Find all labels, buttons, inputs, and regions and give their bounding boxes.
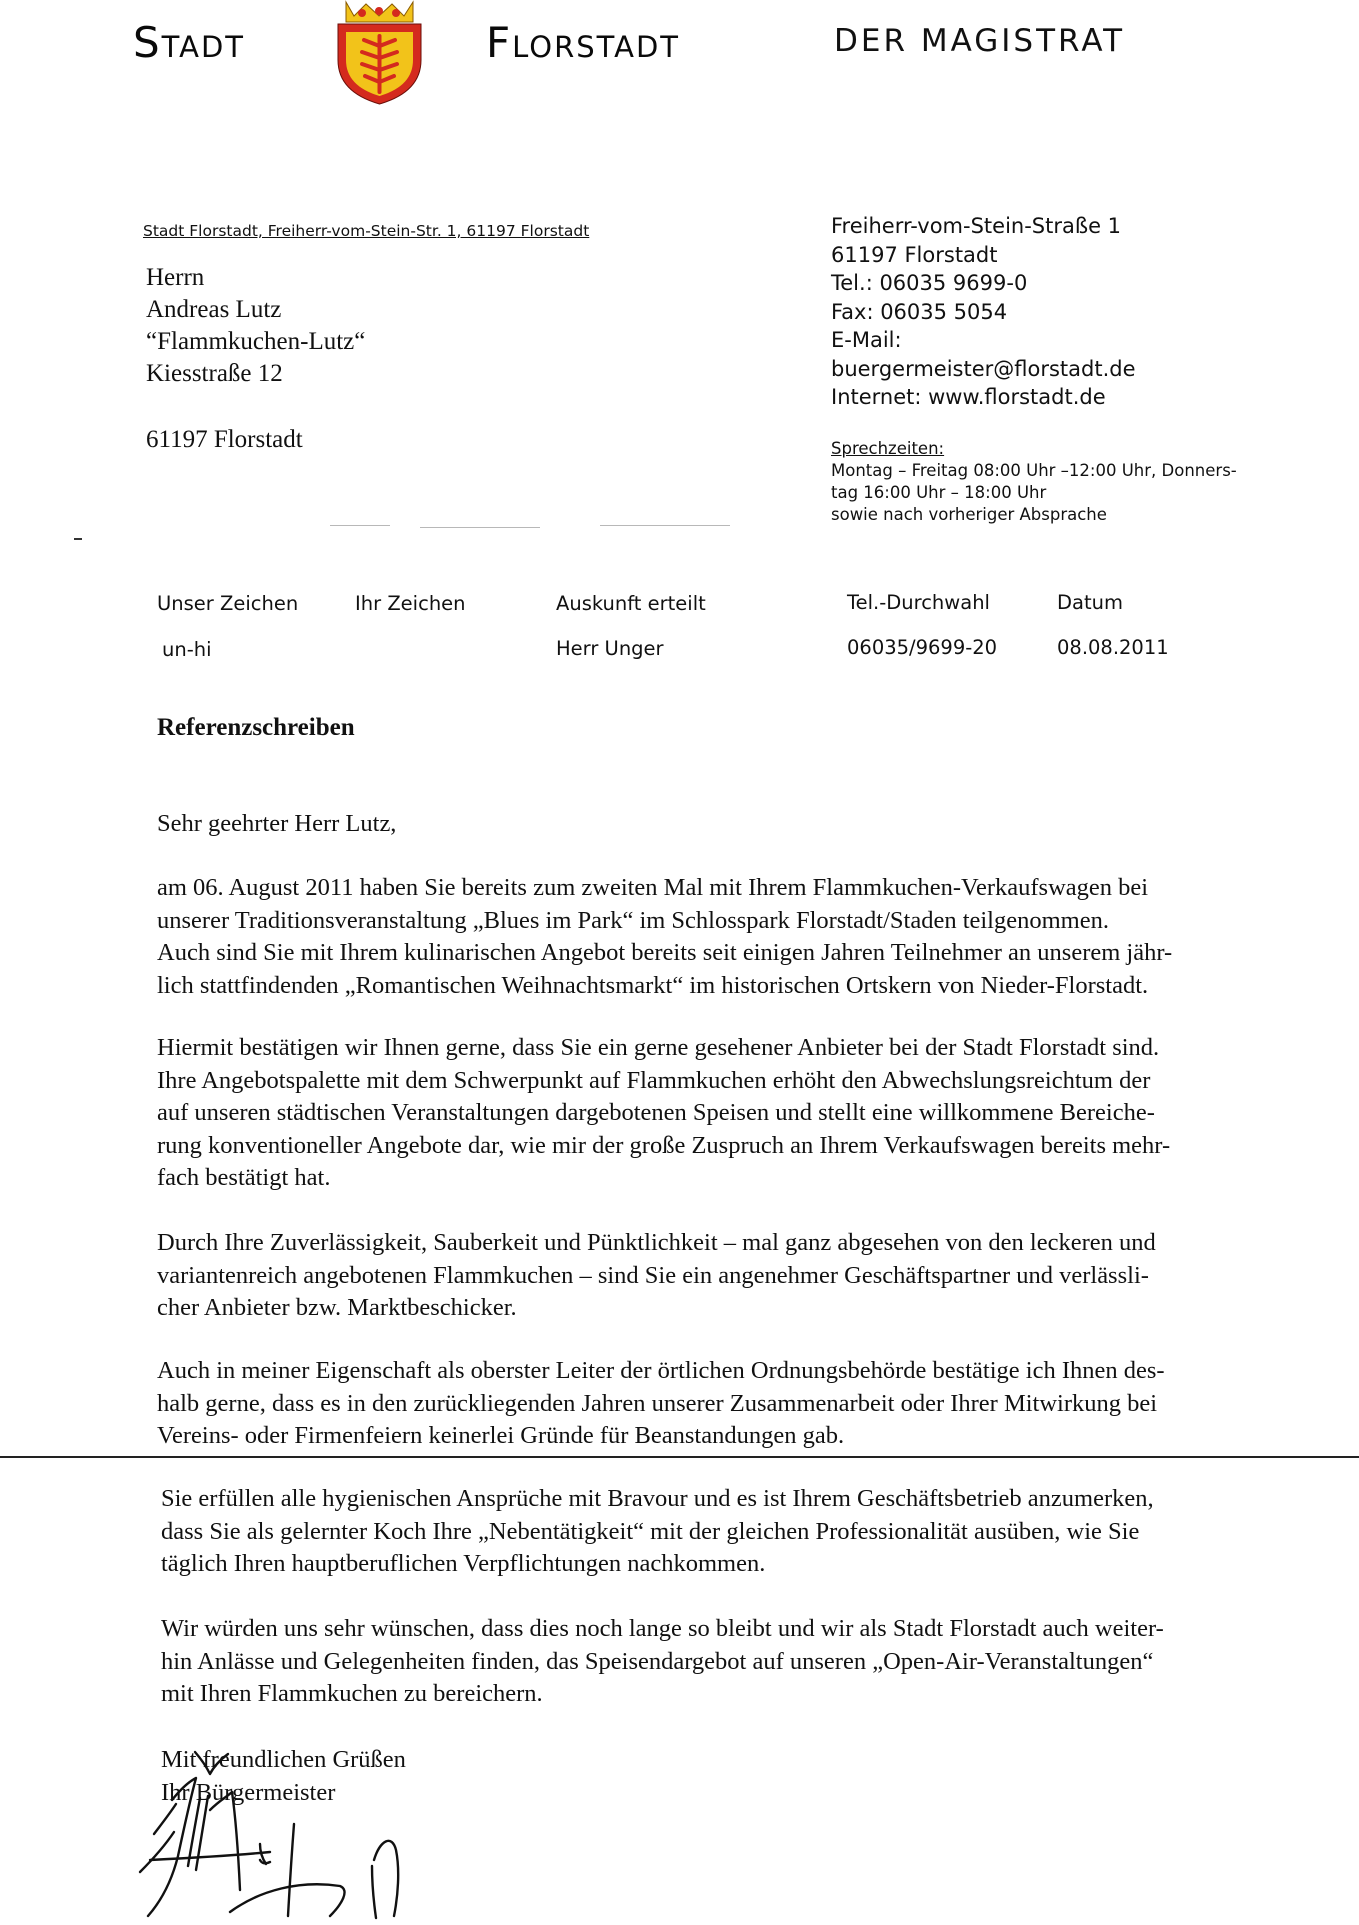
letter-paragraph <box>161 1483 1331 1581</box>
contact-internet: Internet: www.florstadt.de <box>831 385 1106 409</box>
paragraph-line: auf unseren städtischen Veranstaltungen dargebotenen Speisen und stellt eine willkommene Bereiche- <box>157 1099 1155 1127</box>
contact-email: buergermeister@florstadt.de <box>831 356 1136 381</box>
letter-salutation: Sehr geehrter Herr Lutz, <box>157 810 397 837</box>
recipient-address <box>146 262 365 390</box>
paragraph-line: Durch Ihre Zuverlässigkeit, Sauberkeit und Pünktlichkeit – mal ganz abgesehen von den leckeren und <box>157 1229 1156 1256</box>
contact-fax: Fax: 06035 5054 <box>831 299 1008 324</box>
paragraph-line: mit Ihren Flammkuchen zu bereichern. <box>161 1680 543 1708</box>
page-join-line <box>0 1456 1359 1458</box>
office-hours-line: Montag – Freitag 08:00 Uhr –12:00 Uhr, Donners- <box>831 461 1237 480</box>
scan-artifact-line <box>74 538 82 540</box>
ref-value-unser-zeichen: un-hi <box>162 638 212 661</box>
letter-paragraph <box>161 1613 1331 1711</box>
letter-subject: Referenzschreiben <box>157 714 355 741</box>
paragraph-line: cher Anbieter bzw. Marktbeschicker. <box>157 1294 517 1322</box>
ref-value-auskunft: Herr Unger <box>556 637 664 660</box>
office-hours-label: Sprechzeiten: <box>831 439 945 458</box>
scan-artifact-line <box>330 525 390 526</box>
office-hours <box>831 438 1237 526</box>
handwritten-signature <box>110 1740 440 1920</box>
paragraph-line: lich stattfindenden „Romantischen Weihnachtsmarkt“ im historischen Ortskern von Nieder-Florstadt. <box>157 971 1149 999</box>
paragraph-line: rung konventioneller Angebote dar, wie mir der große Zuspruch an Ihrem Verkaufswagen bereits mehr- <box>157 1131 1171 1159</box>
recipient-line: Kiesstraße 12 <box>146 360 283 387</box>
paragraph-line: halb gerne, dass es in den zurückliegenden Jahren unserer Zusammenarbeit oder Ihrer Mitwirkung bei <box>157 1389 1158 1417</box>
recipient-line: “Flammkuchen-Lutz“ <box>146 328 366 355</box>
paragraph-line: am 06. August 2011 haben Sie bereits zum zweiten Mal mit Ihrem Flammkuchen-Verkaufswagen bei <box>157 874 1149 901</box>
recipient-city: 61197 Florstadt <box>146 426 303 453</box>
contact-phone: Tel.: 06035 9699-0 <box>831 271 1028 295</box>
sender-return-line: Stadt Florstadt, Freiherr-vom-Stein-Str. 1, 61197 Florstadt <box>143 222 590 240</box>
paragraph-line: täglich Ihren hauptberuflichen Verpflichtungen nachkommen. <box>161 1550 766 1578</box>
paragraph-line: Vereins- oder Firmenfeiern keinerlei Gründe für Beanstandungen gab. <box>157 1422 845 1450</box>
ref-value-durchwahl: 06035/9699-20 <box>847 636 998 659</box>
paragraph-line: Auch in meiner Eigenschaft als oberster Leiter der örtlichen Ordnungsbehörde bestätige ich Ihnen des- <box>157 1357 1165 1384</box>
letter-paragraph <box>157 872 1327 1002</box>
ref-value-datum: 08.08.2011 <box>1057 636 1169 659</box>
paragraph-line: fach bestätigt hat. <box>157 1164 331 1192</box>
ref-header-auskunft: Auskunft erteilt <box>556 592 706 615</box>
closing-line: Ihr Bürgermeister <box>161 1778 336 1806</box>
paragraph-line: Sie erfüllen alle hygienischen Ansprüche mit Bravour und es ist Ihrem Geschäftsbetrieb anzumerken, <box>161 1485 1154 1512</box>
letter-paragraph <box>157 1227 1327 1325</box>
scan-artifact-line <box>420 527 540 528</box>
recipient-line: Herrn <box>146 264 205 291</box>
scan-artifact-line <box>600 525 730 526</box>
paragraph-line: dass Sie als gelernter Koch Ihre „Nebentätigkeit“ mit der gleichen Professionalität ausüben, wie Sie <box>161 1517 1140 1545</box>
paragraph-line: Hiermit bestätigen wir Ihnen gerne, dass Sie ein gerne gesehener Anbieter bei der Stadt Florstadt sind. <box>157 1034 1160 1061</box>
office-hours-line: tag 16:00 Uhr – 18:00 Uhr <box>831 483 1047 502</box>
ref-header-unser-zeichen: Unser Zeichen <box>157 592 299 615</box>
paragraph-line: Wir würden uns sehr wünschen, dass dies noch lange so bleibt und wir als Stadt Florstadt auch weiter- <box>161 1615 1164 1642</box>
ref-header-datum: Datum <box>1057 591 1123 614</box>
office-hours-line: sowie nach vorheriger Absprache <box>831 505 1107 524</box>
letterhead-city-word: Stadt <box>133 18 246 67</box>
letter-paragraph <box>157 1355 1327 1453</box>
letterhead-town-word: Florstadt <box>486 18 681 67</box>
coat-of-arms-logo <box>332 0 427 105</box>
contact-block <box>831 212 1136 412</box>
letter-paragraph <box>157 1032 1327 1195</box>
letterhead-authority: DER MAGISTRAT <box>834 23 1126 59</box>
paragraph-line: unserer Traditionsveranstaltung „Blues im Park“ im Schlosspark Florstadt/Staden teilgenommen. <box>157 906 1109 934</box>
ref-header-durchwahl: Tel.-Durchwahl <box>847 591 990 614</box>
contact-street: Freiherr-vom-Stein-Straße 1 <box>831 214 1122 238</box>
paragraph-line: variantenreich angebotenen Flammkuchen – sind Sie ein angenehmer Geschäftspartner und verlässli- <box>157 1261 1149 1289</box>
ref-header-ihr-zeichen: Ihr Zeichen <box>355 592 466 615</box>
contact-email-label: E-Mail: <box>831 328 902 352</box>
paragraph-line: Ihre Angebotspalette mit dem Schwerpunkt auf Flammkuchen erhöht den Abwechslungsreichtum der <box>157 1066 1151 1094</box>
contact-city: 61197 Florstadt <box>831 242 998 267</box>
paragraph-line: Auch sind Sie mit Ihrem kulinarischen Angebot bereits seit einigen Jahren Teilnehmer an unserem jähr- <box>157 939 1173 967</box>
paragraph-line: hin Anlässe und Gelegenheiten finden, das Speisendargebot auf unseren „Open-Air-Veranstaltungen“ <box>161 1647 1154 1675</box>
closing-line: Mit freundlichen Grüßen <box>161 1746 406 1773</box>
recipient-line: Andreas Lutz <box>146 296 282 323</box>
